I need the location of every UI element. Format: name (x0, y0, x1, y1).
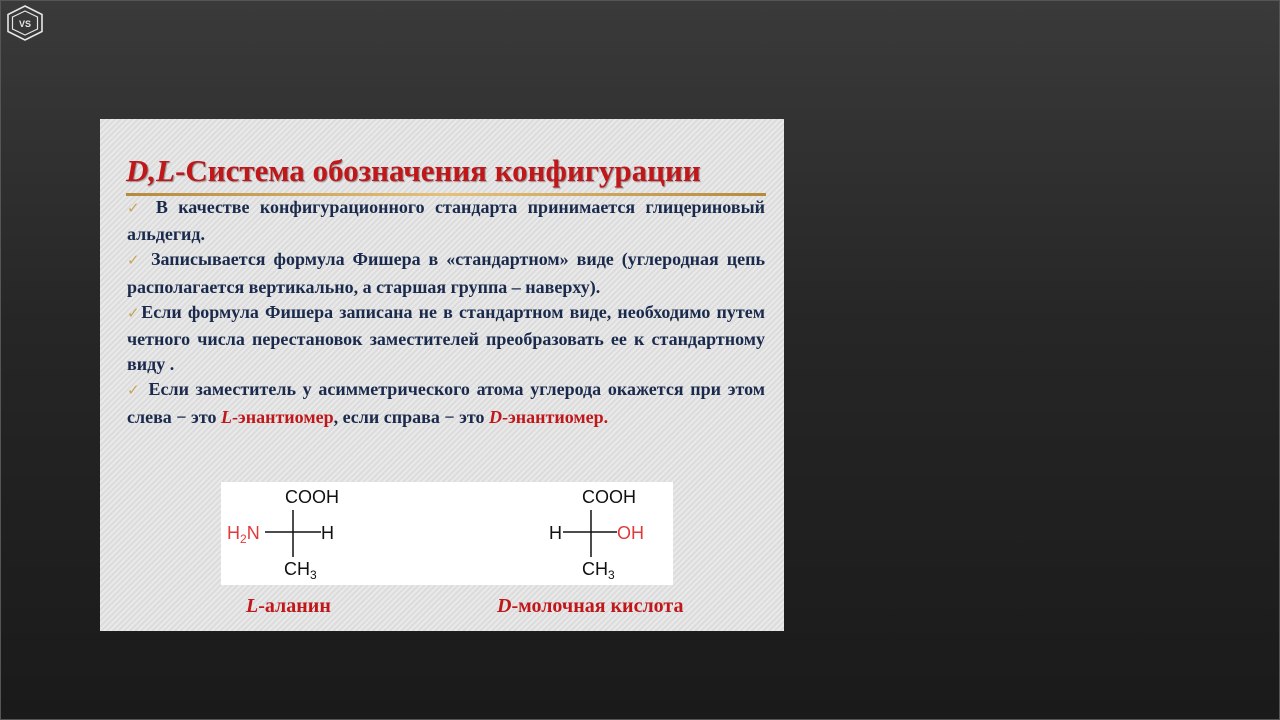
slide-body (127, 195, 765, 430)
d-letter: D (489, 406, 502, 427)
title-prefix: D,L (126, 153, 176, 188)
bullet-1 (127, 195, 765, 247)
presentation-slide (100, 119, 784, 631)
d-lactic-acid-caption: D-молочная кислота (497, 595, 684, 617)
d-lactic-acid-structure (549, 487, 644, 582)
l-letter: L (220, 406, 232, 427)
d-top-group: COOH (582, 487, 636, 507)
d-hydroxyl-group: OH (617, 523, 644, 543)
bullet-2 (127, 247, 765, 299)
l-alanine-caption: L-аланин (246, 595, 331, 617)
bullet-3-text: Если формула Фишера записана не в стандартном виде, необходимо путем четного числа перестановок заместителей преобразовать ее к стандартному виду . (127, 301, 766, 375)
l-alanine-structure (227, 487, 339, 582)
bullet-4-text-b: , если справа − это (333, 406, 489, 427)
l-top-group: COOH (285, 487, 339, 507)
checkmark-icon: ✓ (127, 305, 142, 322)
fischer-projections (221, 482, 673, 585)
bullet-2-text: Записывается формула Фишера в «стандартном» виде (углеродная цепь располагается вертикально, а старшая группа – наверху). (127, 249, 766, 297)
bullet-4 (127, 377, 765, 429)
d-left-group: H (549, 523, 562, 543)
l-enantiomer: -энантиомер (231, 406, 334, 427)
l-right-group: H (321, 523, 334, 543)
l-bottom-group: $CH_3$ (284, 559, 317, 582)
bullet-4-text-a: Если заместитель у асимметрического атома углерода окажется при этом слева − это (127, 379, 765, 427)
d-enantiomer: -энантиомер. (502, 406, 609, 427)
checkmark-icon: ✓ (127, 253, 144, 270)
title-rest: -Система обозначения конфигурации (175, 153, 701, 188)
bullet-1-text: В качестве конфигурационного стандарта принимается глицериновый альдегид. (127, 197, 766, 245)
vs-hexagon-logo-icon (6, 5, 44, 41)
slide-title (126, 153, 766, 189)
fischer-projections-figure (221, 482, 673, 585)
logo-text: VS (18, 19, 32, 29)
d-bottom-group: $CH_3$ (582, 559, 615, 582)
checkmark-icon: ✓ (127, 383, 142, 400)
bullet-3 (127, 300, 765, 378)
checkmark-icon: ✓ (127, 201, 146, 217)
l-amino-group: $H_2N$ (227, 523, 260, 546)
